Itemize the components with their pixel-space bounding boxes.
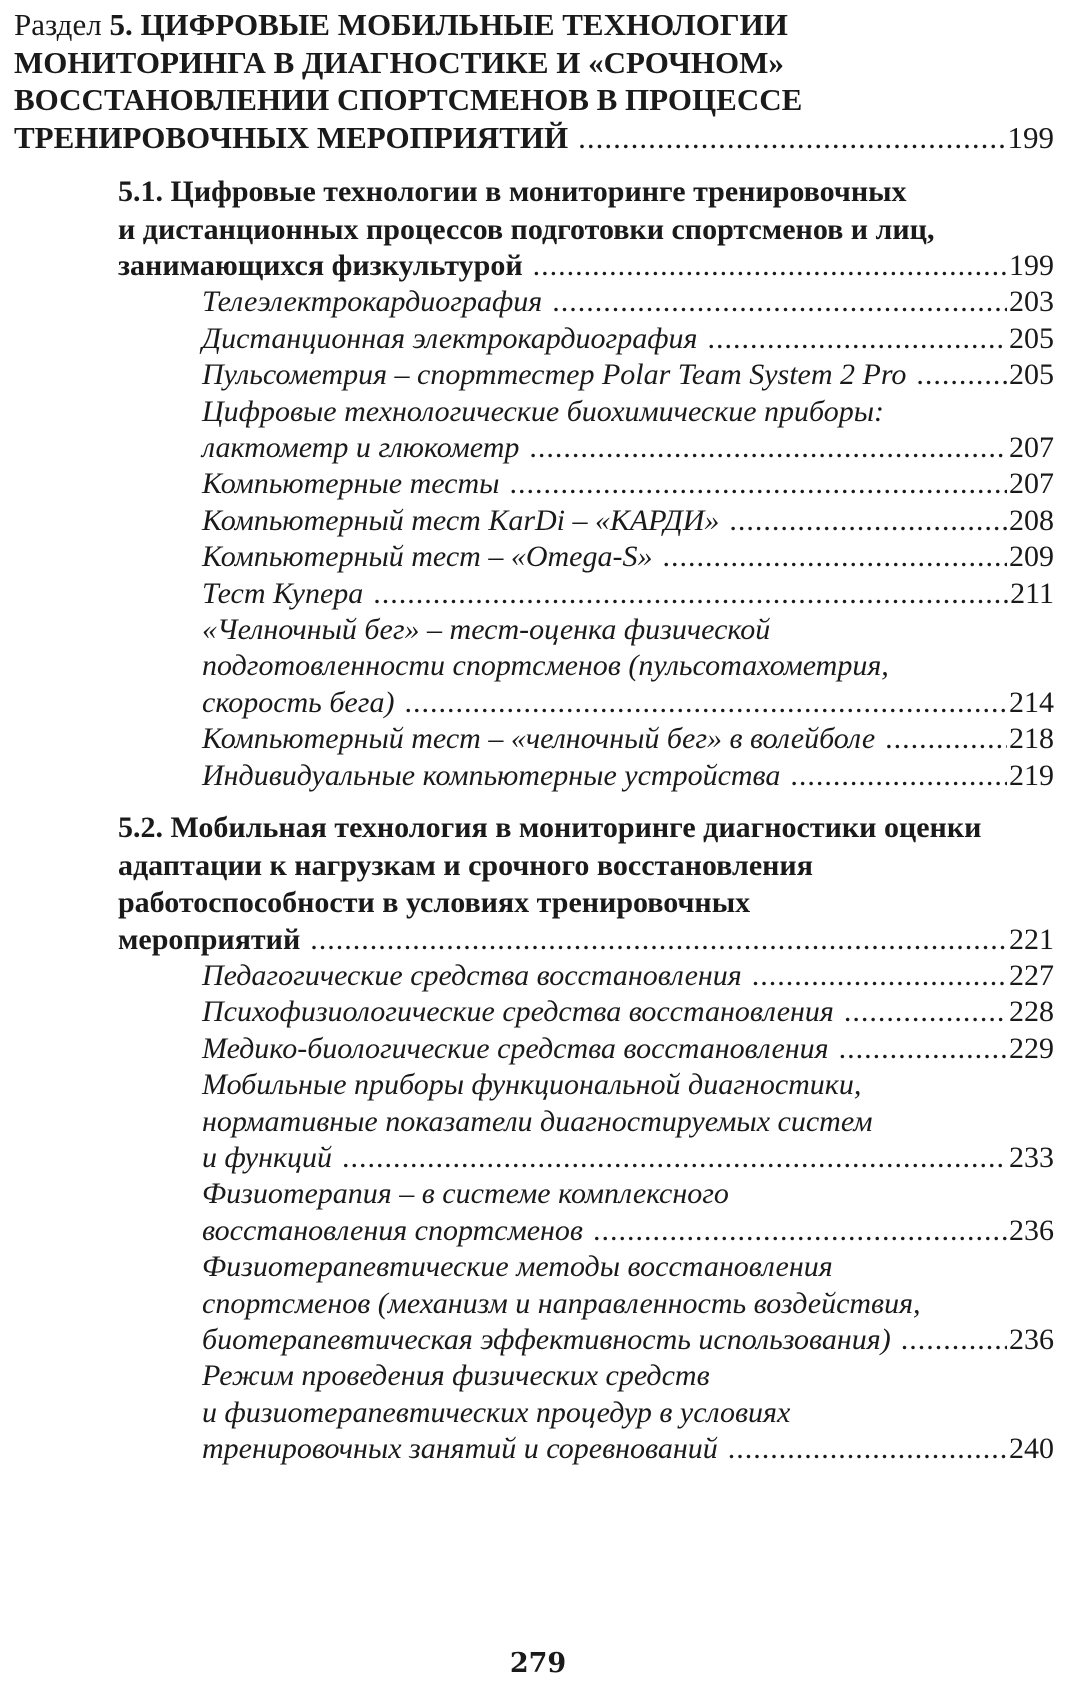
toc-item-line: и физиотерапевтических процедур в условиях — [202, 1395, 791, 1429]
toc-item-text: Пульсометрия – спорттестер Polar Team System 2 Pro — [202, 358, 907, 392]
toc-item-text: тренировочных занятий и соревнований — [202, 1432, 718, 1466]
subsection-title-line: адаптации к нагрузкам и срочного восстановления — [118, 848, 813, 882]
page-ref: 199 — [1007, 119, 1054, 155]
toc-item-text: восстановления спортсменов — [202, 1213, 583, 1247]
subsection-title-line: и дистанционных процессов подготовки спортсменов и лиц, — [118, 212, 935, 246]
toc-item-text: Индивидуальные компьютерные устройства — [202, 758, 781, 792]
dot-leader — [533, 248, 1007, 284]
toc-item-text: Дистанционная электрокардиография — [202, 321, 698, 355]
page-ref: 218 — [1009, 722, 1054, 756]
dot-leader — [578, 119, 1005, 157]
dot-leader — [901, 1322, 1007, 1358]
toc-item-text: Компьютерные тесты — [202, 467, 500, 501]
dot-leader — [552, 284, 1007, 320]
page-ref: 233 — [1009, 1141, 1054, 1175]
toc-item-line: Физиотерапевтические методы восстановления — [202, 1250, 833, 1284]
dot-leader — [728, 1431, 1007, 1467]
toc-item[interactable] — [202, 466, 1054, 502]
toc-item-text: Компьютерный тест – «Omega-S» — [202, 540, 653, 574]
toc-item-text: Педагогические средства восстановления — [202, 959, 742, 992]
table-of-contents — [14, 6, 1054, 1468]
page-ref: 207 — [1009, 431, 1054, 465]
toc-item[interactable] — [202, 758, 1054, 794]
page-ref: 214 — [1009, 685, 1054, 719]
subsection-entry[interactable] — [118, 922, 1054, 958]
section-heading-line: МОНИТОРИНГА В ДИАГНОСТИКЕ И «СРОЧНОМ» — [14, 44, 784, 80]
toc-item[interactable] — [202, 357, 1054, 393]
toc-item-text: Психофизиологические средства восстановления — [202, 995, 834, 1029]
page-ref: 227 — [1009, 959, 1054, 992]
toc-item-line: «Челночный бег» – тест-оценка физической — [202, 613, 771, 647]
toc-item[interactable] — [202, 958, 1054, 994]
page-ref: 205 — [1009, 321, 1054, 355]
toc-item[interactable] — [202, 284, 1054, 320]
toc-item-text: Компьютерный тест KarDi – «КАРДИ» — [202, 503, 720, 537]
page-number: 279 — [509, 1648, 567, 1679]
dot-leader — [707, 321, 1007, 357]
toc-item[interactable] — [202, 430, 1054, 466]
dot-leader — [729, 503, 1007, 539]
toc-item-text: скорость бега) — [202, 685, 395, 719]
dot-leader — [839, 1031, 1007, 1067]
subsection-title-line: 5.2. Мобильная технология в мониторинге диагностики оценки — [118, 811, 982, 845]
dot-leader — [529, 430, 1007, 466]
toc-item[interactable] — [202, 503, 1054, 539]
toc-item[interactable] — [202, 321, 1054, 357]
page-ref: 229 — [1009, 1031, 1054, 1065]
dot-leader — [752, 958, 1007, 994]
section-heading-entry[interactable] — [14, 119, 1054, 157]
dot-leader — [310, 922, 1007, 958]
section-heading-last-line: ТРЕНИРОВОЧНЫХ МЕРОПРИЯТИЙ — [14, 119, 569, 155]
toc-item-line: Мобильные приборы функциональной диагностики, — [202, 1068, 862, 1102]
dot-leader — [790, 758, 1007, 794]
toc-item[interactable] — [202, 1431, 1054, 1467]
page-ref: 208 — [1009, 503, 1054, 537]
toc-item-line: Режим проведения физических средств — [202, 1359, 710, 1393]
page-ref: 209 — [1009, 540, 1054, 574]
section-heading-line: Раздел 5. ЦИФРОВЫЕ МОБИЛЬНЫЕ ТЕХНОЛОГИИ — [14, 7, 788, 42]
subsection-entry[interactable] — [118, 248, 1054, 284]
section-prefix: Раздел — [14, 7, 102, 42]
toc-item-text: Тест Купера — [202, 576, 364, 610]
toc-item[interactable] — [202, 721, 1054, 757]
toc-item-line: спортсменов (механизм и направленность воздействия, — [202, 1286, 921, 1320]
toc-item-line: Цифровые технологические биохимические приборы: — [202, 394, 885, 428]
toc-item[interactable] — [202, 685, 1054, 721]
toc-item-text: Телеэлектрокардиография — [202, 285, 543, 319]
toc-item-text: Компьютерный тест – «челночный бег» в волейболе — [202, 722, 876, 756]
dot-leader — [509, 466, 1007, 502]
dot-leader — [662, 539, 1007, 575]
toc-item[interactable] — [202, 576, 1054, 612]
toc-item[interactable] — [202, 1322, 1054, 1358]
subsection-title-last-line: занимающихся физкультурой — [118, 249, 523, 282]
page-ref: 240 — [1009, 1432, 1054, 1466]
dot-leader — [885, 721, 1007, 757]
toc-item[interactable] — [202, 539, 1054, 575]
dot-leader — [404, 685, 1007, 721]
subsection-items — [202, 284, 1054, 794]
page-ref: 211 — [1010, 576, 1054, 610]
dot-leader — [844, 994, 1007, 1030]
page-ref: 205 — [1009, 358, 1054, 392]
subsection-5-1 — [118, 173, 1054, 794]
subsection-5-2 — [118, 809, 1054, 1468]
toc-item[interactable] — [202, 994, 1054, 1030]
subsection-title-line: работоспособности в условиях тренировочных — [118, 886, 751, 920]
toc-item-text: Медико-биологические средства восстановления — [202, 1031, 829, 1065]
toc-item[interactable] — [202, 1213, 1054, 1249]
page-ref: 228 — [1009, 995, 1054, 1029]
page-ref: 219 — [1009, 758, 1054, 792]
section-heading — [14, 6, 1054, 156]
dot-leader — [342, 1140, 1007, 1176]
page-ref: 199 — [1009, 249, 1054, 282]
toc-item-line: нормативные показатели диагностируемых систем — [202, 1104, 873, 1138]
page-ref: 207 — [1009, 467, 1054, 501]
toc-item-text: лактометр и глюкометр — [202, 431, 520, 465]
dot-leader — [916, 357, 1007, 393]
toc-item[interactable] — [202, 1031, 1054, 1067]
toc-item[interactable] — [202, 1140, 1054, 1176]
subsection-items — [202, 958, 1054, 1468]
page-ref: 236 — [1009, 1213, 1054, 1247]
subsection-title-line: 5.1. Цифровые технологии в мониторинге тренировочных — [118, 175, 907, 208]
page-ref: 221 — [1009, 922, 1054, 956]
dot-leader — [373, 576, 1008, 612]
page-ref: 236 — [1009, 1323, 1054, 1357]
toc-item-text: и функций — [202, 1141, 333, 1175]
dot-leader — [593, 1213, 1007, 1249]
toc-item-line: подготовленности спортсменов (пульсотахометрия, — [202, 649, 889, 683]
toc-item-text: биотерапевтическая эффективность использования) — [202, 1323, 891, 1357]
section-heading-line: ВОССТАНОВЛЕНИИ СПОРТСМЕНОВ В ПРОЦЕССЕ — [14, 82, 803, 117]
page-ref: 203 — [1009, 285, 1054, 319]
toc-item-line: Физиотерапия – в системе комплексного — [202, 1177, 729, 1211]
subsection-title-last-line: мероприятий — [118, 922, 301, 956]
